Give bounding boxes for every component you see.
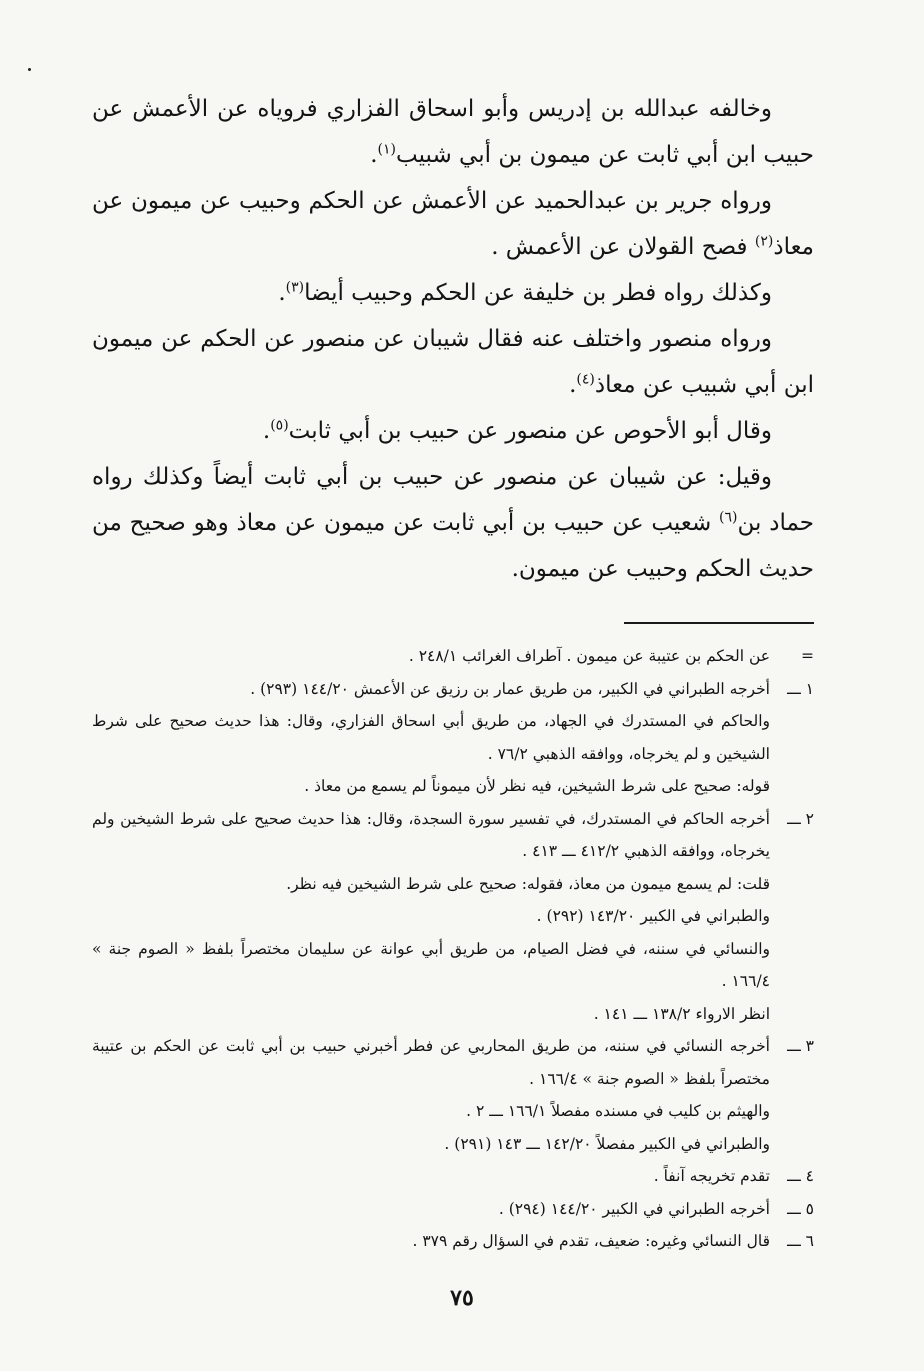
footnote-3 <box>92 1030 814 1160</box>
paragraph-3: وكذلك رواه فطر بن خليفة عن الحكم وحبيب أيضا$^{(٣)}$. <box>278 279 772 306</box>
footnote-4 <box>92 1160 814 1193</box>
scan-speck <box>28 68 31 71</box>
footnote-number: ٢ ـــ <box>787 809 814 828</box>
footnote-continued <box>92 640 814 673</box>
footnotes <box>92 640 814 1258</box>
footnote-line: أخرجه الطبراني في الكبير ١٤٤/٢٠ (٢٩٤) . <box>498 1199 770 1218</box>
footnote-line: والنسائي في سننه، في فضل الصيام، من طريق أبي عوانة عن سليمان مختصراً بلفظ « الصوم جنة » ١٦٦/٤ . <box>92 939 770 990</box>
footnote-ref-4: (٤) <box>576 371 595 388</box>
paragraph-1: وخالفه عبدالله بن إدريس وأبو اسحاق الفزاري فروياه عن الأعمش عن حبيب ابن أبي ثابت عن ميمون بن أبي شبيب$^{(١)}$. <box>92 96 814 168</box>
footnote-line: والهيثم بن كليب في مسنده مفصلاً ١٦٦/١ ـــ ٢ . <box>466 1102 770 1120</box>
footnote-number: ٣ ـــ <box>787 1037 814 1055</box>
footnote-line: والطبراني في الكبير مفصلاً ١٤٢/٢٠ ـــ ١٤٣ (٢٩١) . <box>444 1134 770 1153</box>
footnote-number: = <box>801 647 814 665</box>
footnote-line: والحاكم في المستدرك في الجهاد، من طريق أبي اسحاق الفزاري، وقال: هذا حديث صحيح على شرط الشيخين و لم يخرجاه، ووافقه الذهبي ٧٦/٢ . <box>92 712 770 763</box>
footnote-number: ٤ ـــ <box>787 1167 814 1185</box>
footnote-line: أخرجه الحاكم في المستدرك، في تفسير سورة السجدة، وقال: هذا حديث صحيح على شرط الشيخين ولم يخرجاه، ووافقه الذهبي ٤١٢/٢ ـــ ٤١٣ . <box>92 809 770 860</box>
footnote-line: قوله: صحيح على شرط الشيخين، فيه نظر لأن ميموناً لم يسمع من معاذ . <box>304 777 770 795</box>
paragraph-2: ورواه جرير بن عبدالحميد عن الأعمش عن الحكم وحبيب عن ميمون عن معاذ$^{(٢)}$ فصح القولان عن الأعمش . <box>92 188 814 260</box>
footnote-5 <box>92 1193 814 1226</box>
footnote-line: أخرجه الطبراني في الكبير، من طريق عمار بن رزيق عن الأعمش ١٤٤/٢٠ (٢٩٣) . <box>250 679 770 698</box>
footnote-ref-3: (٣) <box>285 279 305 296</box>
paragraph-5: وقال أبو الأحوص عن منصور عن حبيب بن أبي ثابت$^{(٥)}$. <box>262 417 772 444</box>
footnote-1 <box>92 673 814 803</box>
footnote-2 <box>92 803 814 1031</box>
footnote-body <box>92 1030 770 1160</box>
footnote-number: ١ ـــ <box>787 679 814 698</box>
footnote-body <box>92 1160 770 1193</box>
footnote-body <box>92 673 770 803</box>
footnote-number: ٥ ـــ <box>787 1199 814 1218</box>
paragraph-4: ورواه منصور واختلف عنه فقال شيبان عن منصور عن الحكم عن ميمون ابن أبي شبيب عن معاذ$^{(٤)}$. <box>92 326 814 398</box>
footnote-body <box>92 803 770 1031</box>
footnote-line: عن الحكم بن عتيبة عن ميمون . آطراف الغرائب ٢٤٨/١ . <box>408 647 770 665</box>
footnote-line: والطبراني في الكبير ١٤٣/٢٠ (٢٩٢) . <box>536 907 770 925</box>
page-number: ٧٥ <box>450 1285 474 1311</box>
footnote-ref-1: (١) <box>377 141 396 158</box>
footnote-line: انظر الارواء ١٣٨/٢ ـــ ١٤١ . <box>593 1004 770 1023</box>
footnote-body <box>92 640 770 673</box>
footnote-separator <box>624 622 814 624</box>
footnote-line: أخرجه النسائي في سننه، من طريق المحاربي عن فطر أخبرني حبيب بن أبي ثابت عن الحكم بن عتيبة مختصراً بلفظ « الصوم جنة » ١٦٦/٤ . <box>92 1037 770 1088</box>
footnote-6 <box>92 1225 814 1258</box>
footnote-number: ٦ ـــ <box>787 1232 814 1250</box>
footnote-line: قال النسائي وغيره: ضعيف، تقدم في السؤال رقم ٣٧٩ . <box>412 1232 770 1250</box>
footnote-ref-2: (٢) <box>754 233 774 250</box>
footnote-body <box>92 1193 770 1226</box>
footnote-ref-5: (٥) <box>270 417 289 434</box>
footnote-line: قلت: لم يسمع ميمون من معاذ، فقوله: صحيح على شرط الشيخين فيه نظر. <box>286 874 770 893</box>
main-text <box>92 86 814 592</box>
footnote-body <box>92 1225 770 1258</box>
footnote-line: تقدم تخريجه آنفاً . <box>653 1167 770 1185</box>
footnote-ref-6: (٦) <box>719 509 738 526</box>
paragraph-6: وقيل: عن شيبان عن منصور عن حبيب بن أبي ثابت أيضاً وكذلك رواه حماد بن$^{(٦)}$ شعيب عن حبيب بن أبي ثابت عن ميمون عن معاذ وهو صحيح من حديث الحكم وحبيب عن ميمون. <box>92 464 814 582</box>
